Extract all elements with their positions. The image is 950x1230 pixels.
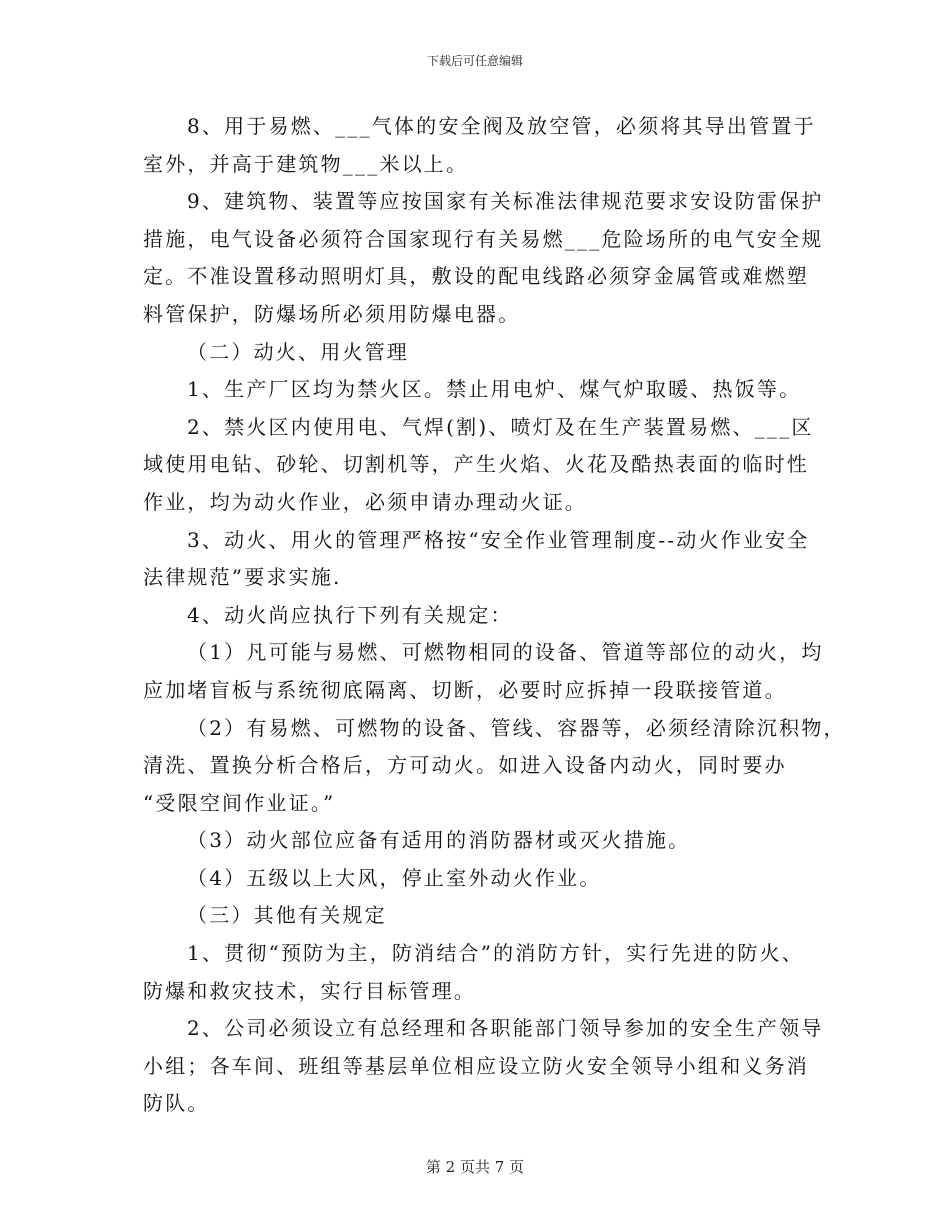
text-line: 作业，均为动火作业，必须申请办理动火证。 <box>143 489 587 514</box>
text-line: 料管保护，防爆场所必须用防爆电器。 <box>143 301 521 326</box>
document-body <box>143 108 846 1123</box>
text-line: 3、动火、用火的管理严格按“安全作业管理制度--动火作业安全 <box>187 527 810 552</box>
text-line: 8、用于易燃、___气体的安全阀及放空管，必须将其导出管置于 <box>187 114 816 138</box>
text-line: （3）动火部位应备有适用的消防器材或灭火措施。 <box>187 828 691 853</box>
text-line: 1、贯彻“预防为主，防消结合”的消防方针，实行先进的防火、 <box>187 941 804 966</box>
text-line: （三）其他有关规定 <box>187 903 387 928</box>
text-line: 清洗、置换分析合格后，方可动火。如进入设备内动火，同时要办 <box>143 753 787 778</box>
text-line: 9、建筑物、装置等应按国家有关标准法律规范要求安设防雷保护 <box>187 189 824 214</box>
text-line: 法律规范”要求实施. <box>143 565 342 590</box>
text-line: 域使用电钻、砂轮、切割机等，产生火焰、火花及酷热表面的临时性 <box>143 452 809 477</box>
text-line: 小组；各车间、班组等基层单位相应设立防火安全领导小组和义务消 <box>143 1053 809 1078</box>
text-line: （1）凡可能与易燃、可燃物相同的设备、管道等部位的动火，均 <box>187 640 824 665</box>
text-line: 定。不准设置移动照明灯具，敷设的配电线路必须穿金属管或难燃塑 <box>143 264 809 289</box>
text-line: （二）动火、用火管理 <box>187 339 409 364</box>
text-line: （2）有易燃、可燃物的设备、管线、容器等，必须经清除沉积物， <box>187 715 846 740</box>
text-line: 室外，并高于建筑物___米以上。 <box>143 151 469 176</box>
page-number: 第 2 页共 7 页 <box>425 1158 525 1176</box>
text-line: （4）五级以上大风，停止室外动火作业。 <box>187 865 602 890</box>
text-line: 防队。 <box>143 1091 210 1116</box>
text-line: 2、公司必须设立有总经理和各职能部门领导参加的安全生产领导 <box>187 1016 824 1041</box>
text-line: 防爆和救灾技术，实行目标管理。 <box>143 978 476 1003</box>
page-header: 下载后可任意编辑 <box>426 54 523 68</box>
text-line: “受限空间作业证。” <box>143 790 336 815</box>
text-line: 2、禁火区内使用电、气焊(割)、喷灯及在生产装置易燃、___区 <box>187 414 814 439</box>
text-line: 应加堵盲板与系统彻底隔离、切断，必要时应拆掉一段联接管道。 <box>143 677 787 702</box>
text-line: 1、生产厂区均为禁火区。禁止用电炉、煤气炉取暖、热饭等。 <box>187 377 802 402</box>
text-line: 4、动火尚应执行下列有关规定： <box>187 602 513 627</box>
text-line: 措施，电气设备必须符合国家现行有关易燃___危险场所的电气安全规 <box>143 226 824 251</box>
